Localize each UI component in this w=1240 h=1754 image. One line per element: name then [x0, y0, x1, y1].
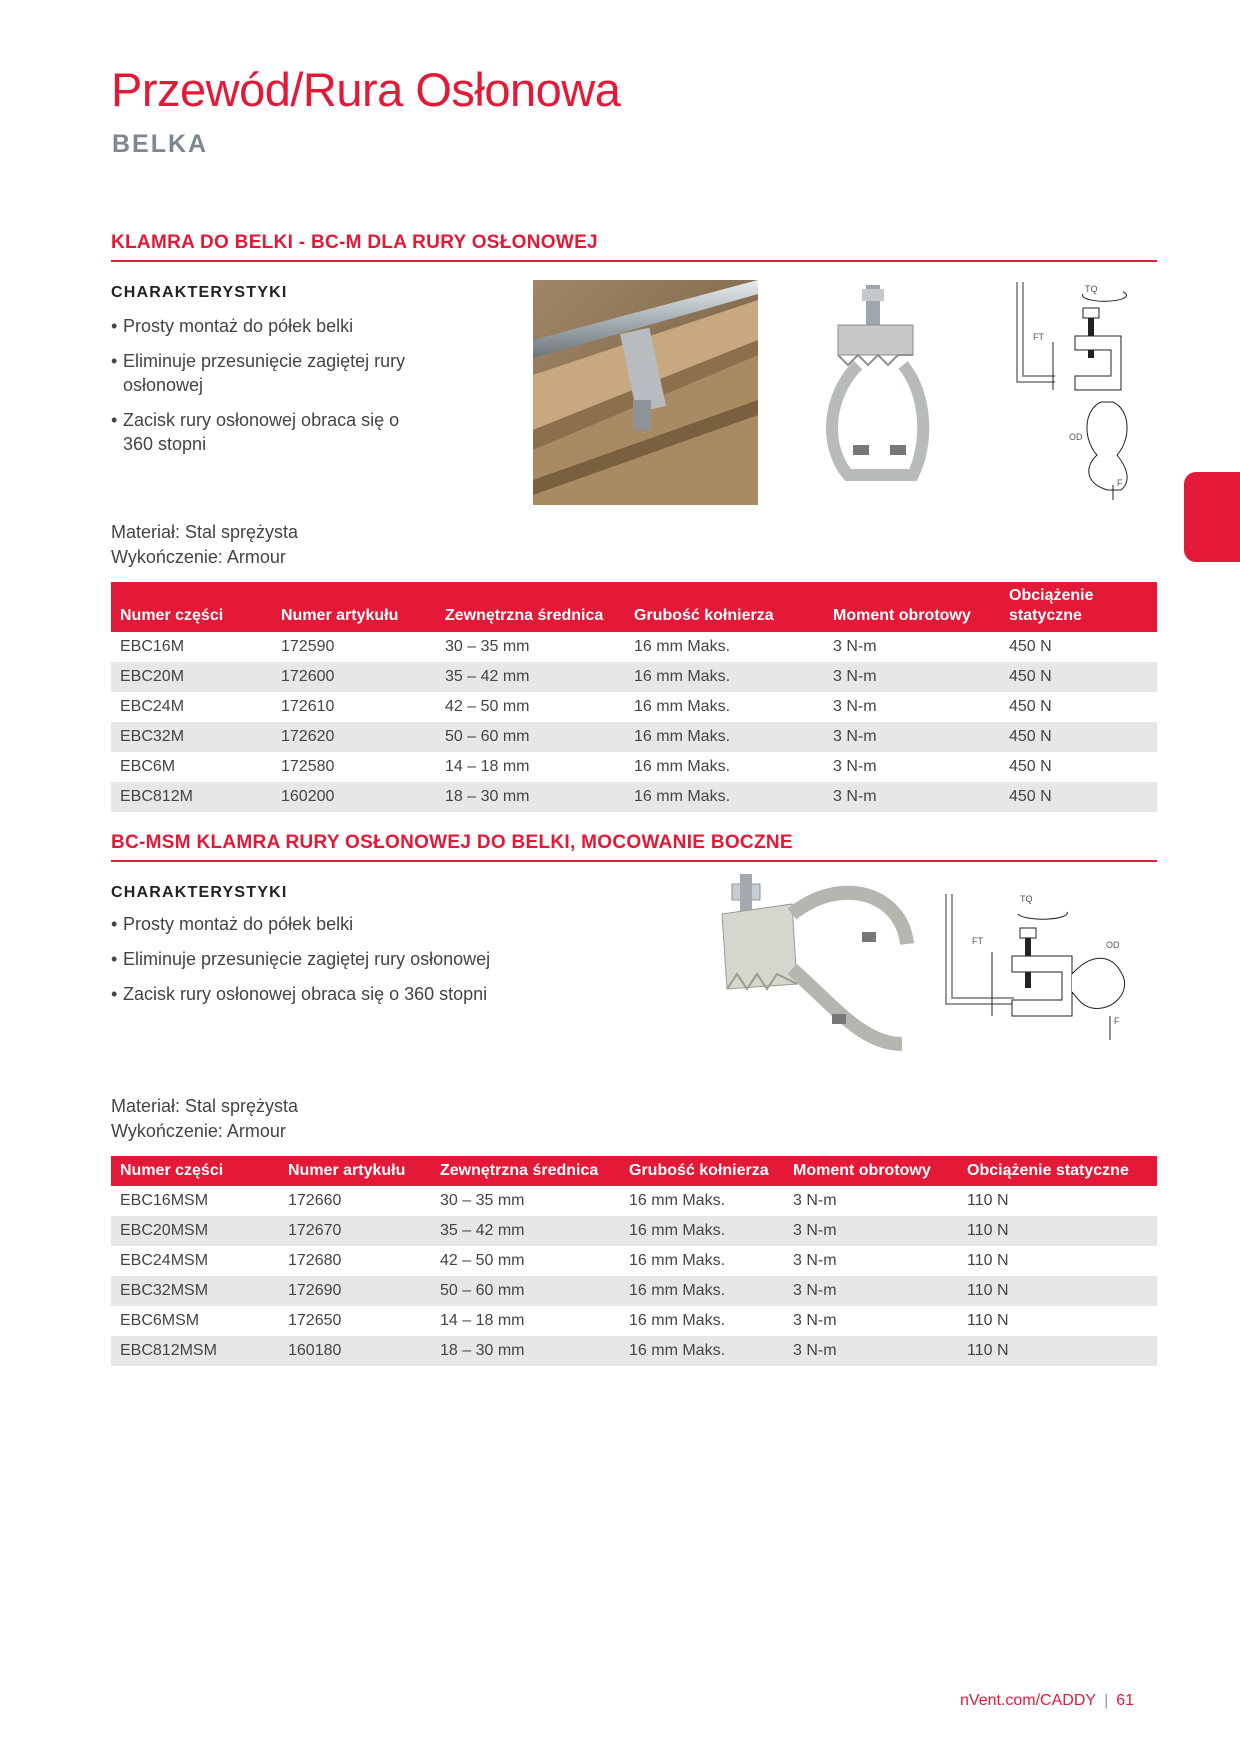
table-cell: 16 mm Maks. — [629, 1312, 726, 1329]
spec-table-bc-msm — [111, 1156, 1157, 1366]
finish-text: Wykończenie: Armour — [111, 547, 286, 567]
table-cell: 160180 — [279, 1336, 431, 1366]
table-cell: EBC812M — [111, 782, 272, 812]
table-cell: 42 – 50 mm — [440, 1252, 525, 1269]
table-cell: 3 N-m — [784, 1276, 958, 1306]
column-header: Moment obrotowy — [824, 582, 1000, 632]
table-cell: 172590 — [281, 638, 335, 655]
column-header: Obciążenie statyczne — [1000, 582, 1157, 632]
table-cell: 18 – 30 mm — [431, 1336, 620, 1366]
feature-item: • Zacisk rury osłonowej obraca się o 360 stopni — [111, 408, 411, 456]
feature-item: • Eliminuje przesunięcie zagiętej rury osłonowej — [111, 947, 571, 971]
table-cell: 450 N — [1000, 662, 1157, 692]
column-header: Grubość kołnierza — [620, 1156, 784, 1186]
table-cell: EBC20MSM — [111, 1216, 279, 1246]
diagram-label-tq: TQ — [1020, 894, 1033, 904]
footer-site: nVent.com/CADDY — [960, 1692, 1097, 1709]
table-cell: EBC20M — [111, 662, 272, 692]
table-cell: 450 N — [1009, 758, 1052, 775]
feature-item: • Zacisk rury osłonowej obraca się o 360 stopni — [111, 982, 571, 1006]
column-header: Numer artykułu — [272, 582, 436, 632]
material-text: Materiał: Stal sprężysta — [111, 1096, 299, 1116]
table-row — [111, 782, 1157, 812]
table-row — [111, 722, 1157, 752]
column-header: Zewnętrzna średnica — [436, 582, 625, 632]
diagram-label-ft: FT — [972, 936, 983, 946]
section-title: BC-MSM KLAMRA RURY OSŁONOWEJ DO BELKI, MOCOWANIE BOCZNE — [111, 832, 1157, 862]
table-cell: 16 mm Maks. — [620, 1276, 784, 1306]
column-header: Moment obrotowy — [784, 1156, 958, 1186]
table-cell: 172620 — [272, 722, 436, 752]
table-cell: 16 mm Maks. — [620, 1336, 784, 1366]
table-cell: 16 mm Maks. — [634, 698, 731, 715]
table-row — [111, 632, 1157, 662]
table-cell: 3 N-m — [833, 698, 877, 715]
table-cell: 35 – 42 mm — [431, 1216, 620, 1246]
finish-text: Wykończenie: Armour — [111, 1121, 286, 1141]
feature-item: • Eliminuje przesunięcie zagiętej rury osłonowej — [111, 349, 411, 397]
table-cell: 3 N-m — [824, 722, 1000, 752]
table-cell: 110 N — [967, 1312, 1009, 1329]
table-cell: 172580 — [281, 758, 335, 775]
table-row — [111, 1276, 1157, 1306]
table-cell: 16 mm Maks. — [625, 722, 824, 752]
table-cell: 172650 — [288, 1312, 342, 1329]
installation-photo — [533, 280, 758, 505]
diagram-label-ft: FT — [1033, 332, 1044, 342]
table-cell: 16 mm Maks. — [634, 758, 731, 775]
features-list — [111, 314, 411, 456]
table-cell: 160200 — [272, 782, 436, 812]
table-cell: 450 N — [1000, 782, 1157, 812]
feature-item: • Prosty montaż do półek belki — [111, 912, 571, 936]
table-cell: EBC32MSM — [111, 1276, 279, 1306]
table-cell: 16 mm Maks. — [634, 638, 731, 655]
table-cell: 110 N — [958, 1336, 1157, 1366]
features-heading: CHARAKTERYSTYKI — [111, 284, 288, 301]
section-title: KLAMRA DO BELKI - BC-M DLA RURY OSŁONOWEJ — [111, 232, 1157, 262]
table-cell: 16 mm Maks. — [625, 782, 824, 812]
table-row — [111, 752, 1157, 782]
material-text: Materiał: Stal sprężysta — [111, 522, 299, 542]
table-cell: 16 mm Maks. — [620, 1216, 784, 1246]
table-cell: 3 N-m — [784, 1216, 958, 1246]
table-cell: 3 N-m — [793, 1252, 837, 1269]
technical-diagram-bc-msm — [942, 892, 1142, 1042]
table-row — [111, 1246, 1157, 1276]
page-subtitle: BELKA — [112, 130, 209, 158]
table-cell: 450 N — [1000, 722, 1157, 752]
table-cell: 110 N — [958, 1216, 1157, 1246]
table-cell: 172660 — [288, 1192, 342, 1209]
table-cell: 14 – 18 mm — [445, 758, 530, 775]
table-cell: 172690 — [279, 1276, 431, 1306]
column-header: Numer części — [111, 1156, 279, 1186]
table-row — [111, 1336, 1157, 1366]
page-title: Przewód/Rura Osłonowa — [111, 63, 621, 116]
table-cell: EBC24MSM — [120, 1252, 209, 1269]
table-cell: EBC32M — [111, 722, 272, 752]
footer — [960, 1692, 1134, 1710]
table-cell: 14 – 18 mm — [440, 1312, 525, 1329]
table-row — [111, 662, 1157, 692]
product-image-bc-m — [818, 285, 938, 490]
table-row — [111, 1216, 1157, 1246]
feature-item: • Prosty montaż do półek belki — [111, 314, 411, 338]
table-cell: 50 – 60 mm — [431, 1276, 620, 1306]
table-cell: 16 mm Maks. — [625, 662, 824, 692]
spec-table-bc-m — [111, 582, 1157, 812]
material-info — [111, 520, 298, 570]
product-image-bc-msm — [712, 874, 917, 1059]
diagram-label-tq: TQ — [1085, 284, 1098, 294]
diagram-label-f: F — [1117, 478, 1123, 488]
table-row — [111, 1186, 1157, 1216]
table-cell: 3 N-m — [784, 1336, 958, 1366]
diagram-label-od: OD — [1106, 940, 1120, 950]
technical-diagram-bc-m — [1013, 280, 1138, 500]
table-cell: 172680 — [288, 1252, 342, 1269]
table-cell: 450 N — [1009, 638, 1052, 655]
column-header: Grubość kołnierza — [625, 582, 824, 632]
table-cell: 450 N — [1009, 698, 1052, 715]
table-cell: 3 N-m — [824, 782, 1000, 812]
table-cell: 3 N-m — [793, 1192, 837, 1209]
table-cell: 42 – 50 mm — [445, 698, 530, 715]
column-header: Numer części — [111, 582, 272, 632]
diagram-label-f: F — [1114, 1016, 1120, 1026]
table-row — [111, 692, 1157, 722]
table-row — [111, 1306, 1157, 1336]
table-cell: 3 N-m — [824, 662, 1000, 692]
table-cell: EBC6M — [120, 758, 176, 775]
table-cell: 30 – 35 mm — [445, 638, 530, 655]
table-cell: 18 – 30 mm — [436, 782, 625, 812]
column-header: Numer artykułu — [279, 1156, 431, 1186]
table-cell: 172600 — [272, 662, 436, 692]
table-cell: 172670 — [279, 1216, 431, 1246]
table-cell: 172610 — [281, 698, 335, 715]
column-header: Zewnętrzna średnica — [431, 1156, 620, 1186]
table-cell: 110 N — [967, 1192, 1009, 1209]
table-cell: 16 mm Maks. — [629, 1192, 726, 1209]
footer-separator: | — [1104, 1692, 1109, 1709]
material-info — [111, 1094, 298, 1144]
table-cell: EBC24M — [120, 698, 185, 715]
table-cell: EBC812MSM — [111, 1336, 279, 1366]
column-header: Obciążenie statyczne — [958, 1156, 1157, 1186]
table-cell: 3 N-m — [793, 1312, 837, 1329]
table-cell: 110 N — [958, 1276, 1157, 1306]
features-heading: CHARAKTERYSTYKI — [111, 884, 288, 901]
table-cell: EBC16MSM — [120, 1192, 209, 1209]
chapter-tab — [1184, 472, 1240, 562]
table-cell: 30 – 35 mm — [440, 1192, 525, 1209]
diagram-label-od: OD — [1069, 432, 1083, 442]
table-cell: 35 – 42 mm — [436, 662, 625, 692]
table-cell: 110 N — [967, 1252, 1009, 1269]
table-cell: 16 mm Maks. — [629, 1252, 726, 1269]
table-cell: 3 N-m — [833, 638, 877, 655]
features-list — [111, 912, 571, 1006]
table-cell: 50 – 60 mm — [436, 722, 625, 752]
table-cell: 3 N-m — [833, 758, 877, 775]
table-cell: EBC16M — [120, 638, 185, 655]
table-cell: EBC6MSM — [120, 1312, 200, 1329]
page-number: 61 — [1116, 1692, 1135, 1709]
